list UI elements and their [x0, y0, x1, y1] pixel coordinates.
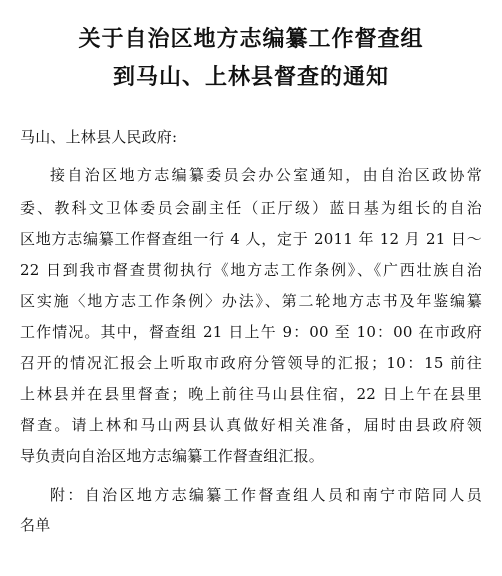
attachment-line: 名单	[20, 516, 51, 534]
body-line: 工作情况。其中，督查组 21 日上午 9：00 至 10：00 在市政府	[20, 323, 482, 341]
body-line: 接自治区地方志编纂委员会办公室通知，由自治区政协常	[50, 166, 482, 184]
body-line: 委、教科文卫体委员会副主任（正厅级）蓝日基为组长的自治	[20, 199, 482, 217]
body-line: 22 日到我市督查贯彻执行《地方志工作条例》、《广西壮族自治	[20, 261, 482, 279]
document-title-line-1: 关于自治区地方志编纂工作督查组	[78, 27, 424, 52]
body-line: 区地方志编纂工作督查组一行 4 人，定于 2011 年 12 月 21 日～	[20, 230, 482, 248]
body-line: 上林县并在县里督查；晚上前往马山县住宿，22 日上午在县里	[20, 385, 482, 403]
body-line: 督查。请上林和马山两县认真做好相关准备，届时由县政府领	[20, 416, 482, 434]
attachment-line: 附：自治区地方志编纂工作督查组人员和南宁市陪同人员	[50, 486, 482, 504]
document-title-line-2: 到马山、上林县督查的通知	[112, 65, 389, 90]
body-line: 召开的情况汇报会上听取市政府分管领导的汇报；10：15 前往	[20, 354, 482, 372]
body-line: 导负责向自治区地方志编纂工作督查组汇报。	[20, 447, 325, 465]
salutation: 马山、上林县人民政府:	[20, 128, 178, 146]
body-line: 区实施〈地方志工作条例〉办法》、第二轮地方志书及年鉴编纂	[20, 292, 482, 310]
